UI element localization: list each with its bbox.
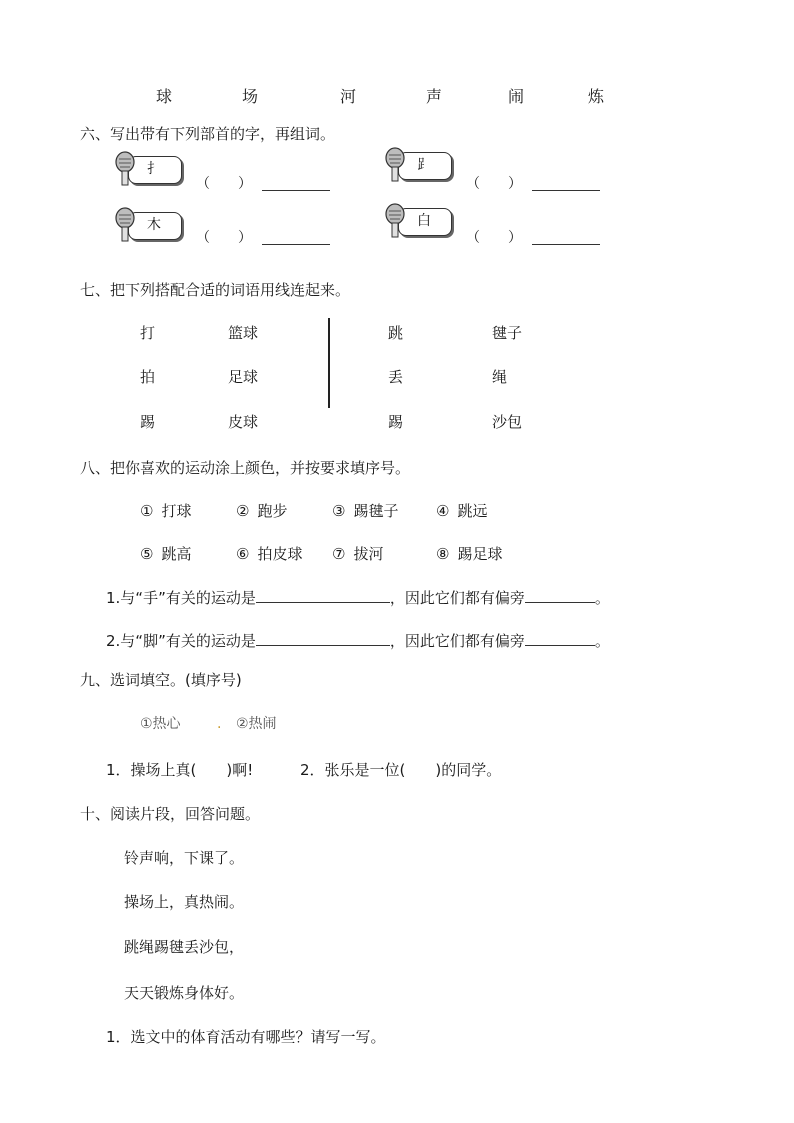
passage-line-4: 天天锻炼身体好。 xyxy=(124,984,245,1002)
option-label: 打球 xyxy=(161,502,192,520)
option-number: ② xyxy=(236,502,250,520)
sport-option-6[interactable] xyxy=(236,544,302,564)
answer-blank[interactable] xyxy=(525,586,595,603)
question-text: 1.与“手”有关的运动是 xyxy=(106,589,256,607)
top-word-4: 声 xyxy=(426,87,443,106)
top-word-5: 闹 xyxy=(508,87,525,106)
question-text: 2.与“脚”有关的运动是 xyxy=(106,632,256,650)
passage-line-2: 操场上，真热闹。 xyxy=(124,893,245,911)
section8-question-1 xyxy=(106,586,610,608)
answer-blank[interactable] xyxy=(256,629,390,646)
option-label: 跳远 xyxy=(457,502,488,520)
answer-blank-4[interactable] xyxy=(532,244,600,245)
option-label: 踢毽子 xyxy=(353,502,399,520)
thumbtack-icon xyxy=(114,150,136,190)
option-label: 跑步 xyxy=(257,502,288,520)
match-right-verb-2[interactable]: 丢 xyxy=(388,368,404,386)
option-number: ⑤ xyxy=(140,545,154,563)
passage-line-1: 铃声响，下课了。 xyxy=(124,849,245,867)
match-right-verb-3[interactable]: 踢 xyxy=(388,413,404,431)
option-label: 跳高 xyxy=(161,545,192,563)
section8-question-2 xyxy=(106,629,610,651)
section9-question-1[interactable]: 1．操场上真( )啊! xyxy=(106,761,254,779)
radical-char: 木 xyxy=(147,217,161,233)
match-right-noun-3[interactable]: 沙包 xyxy=(492,413,523,431)
radical-card-4 xyxy=(384,202,452,242)
sport-option-4[interactable] xyxy=(436,501,487,521)
option-number: ③ xyxy=(332,502,346,520)
column-divider xyxy=(328,318,330,408)
question-text: ，因此它们都有偏旁 xyxy=(389,632,525,650)
answer-paren-1[interactable]: （ ） xyxy=(196,176,252,192)
option-label: 拍皮球 xyxy=(257,545,303,563)
word-choice-2: ②热闹 xyxy=(236,716,277,732)
radical-card-2 xyxy=(384,146,452,186)
thumbtack-icon xyxy=(384,146,406,186)
answer-blank[interactable] xyxy=(256,586,390,603)
match-left-noun-2[interactable]: 足球 xyxy=(228,368,259,386)
option-number: ⑧ xyxy=(436,545,450,563)
match-left-noun-3[interactable]: 皮球 xyxy=(228,413,259,431)
top-word-2: 场 xyxy=(242,87,259,106)
section10-question-1: 1．选文中的体育活动有哪些？请写一写。 xyxy=(106,1028,386,1046)
answer-paren-2[interactable]: （ ） xyxy=(466,176,522,192)
thumbtack-icon xyxy=(114,206,136,246)
answer-blank-2[interactable] xyxy=(532,190,600,191)
answer-blank-1[interactable] xyxy=(262,190,330,191)
question-text: 。 xyxy=(594,589,610,607)
top-word-1: 球 xyxy=(156,87,173,106)
section6-title: 六、写出带有下列部首的字，再组词。 xyxy=(80,125,336,143)
option-label: 拔河 xyxy=(353,545,384,563)
sport-option-2[interactable] xyxy=(236,501,287,521)
word-choice-1: ①热心 xyxy=(140,716,181,732)
question-text: 。 xyxy=(594,632,610,650)
radical-char: 白 xyxy=(417,213,431,229)
match-right-noun-2[interactable]: 绳 xyxy=(492,368,508,386)
option-number: ④ xyxy=(436,502,450,520)
sport-option-3[interactable] xyxy=(332,501,398,521)
option-number: ⑦ xyxy=(332,545,346,563)
match-right-noun-1[interactable]: 毽子 xyxy=(492,324,523,342)
section8-title: 八、把你喜欢的运动涂上颜色，并按要求填序号。 xyxy=(80,459,411,477)
option-number: ⑥ xyxy=(236,545,250,563)
section9-title: 九、选词填空。(填序号) xyxy=(80,671,242,689)
section10-title: 十、阅读片段，回答问题。 xyxy=(80,805,261,823)
top-word-6: 炼 xyxy=(588,87,605,106)
match-right-verb-1[interactable]: 跳 xyxy=(388,324,404,342)
option-number: ① xyxy=(140,502,154,520)
option-label: 踢足球 xyxy=(457,545,503,563)
match-left-noun-1[interactable]: 篮球 xyxy=(228,324,259,342)
match-left-verb-3[interactable]: 踢 xyxy=(140,413,156,431)
sport-option-7[interactable] xyxy=(332,544,383,564)
passage-line-3: 跳绳踢毽丢沙包， xyxy=(124,938,245,956)
radical-card-1 xyxy=(114,150,182,190)
section9-question-2[interactable]: 2．张乐是一位( )的同学。 xyxy=(300,761,502,779)
match-left-verb-1[interactable]: 打 xyxy=(140,324,156,342)
separator-dot: . xyxy=(217,716,222,732)
question-text: ，因此它们都有偏旁 xyxy=(389,589,525,607)
answer-paren-3[interactable]: （ ） xyxy=(196,230,252,246)
answer-paren-4[interactable]: （ ） xyxy=(466,230,522,246)
radical-card-3 xyxy=(114,206,182,246)
thumbtack-icon xyxy=(384,202,406,242)
sport-option-5[interactable] xyxy=(140,544,191,564)
match-left-verb-2[interactable]: 拍 xyxy=(140,368,156,386)
sport-option-1[interactable] xyxy=(140,501,191,521)
top-word-3: 河 xyxy=(340,87,357,106)
answer-blank[interactable] xyxy=(525,629,595,646)
radical-char: 扌 xyxy=(147,161,161,177)
sport-option-8[interactable] xyxy=(436,544,502,564)
radical-char: ⻊ xyxy=(417,157,431,173)
answer-blank-3[interactable] xyxy=(262,244,330,245)
section7-title: 七、把下列搭配合适的词语用线连起来。 xyxy=(80,281,351,299)
